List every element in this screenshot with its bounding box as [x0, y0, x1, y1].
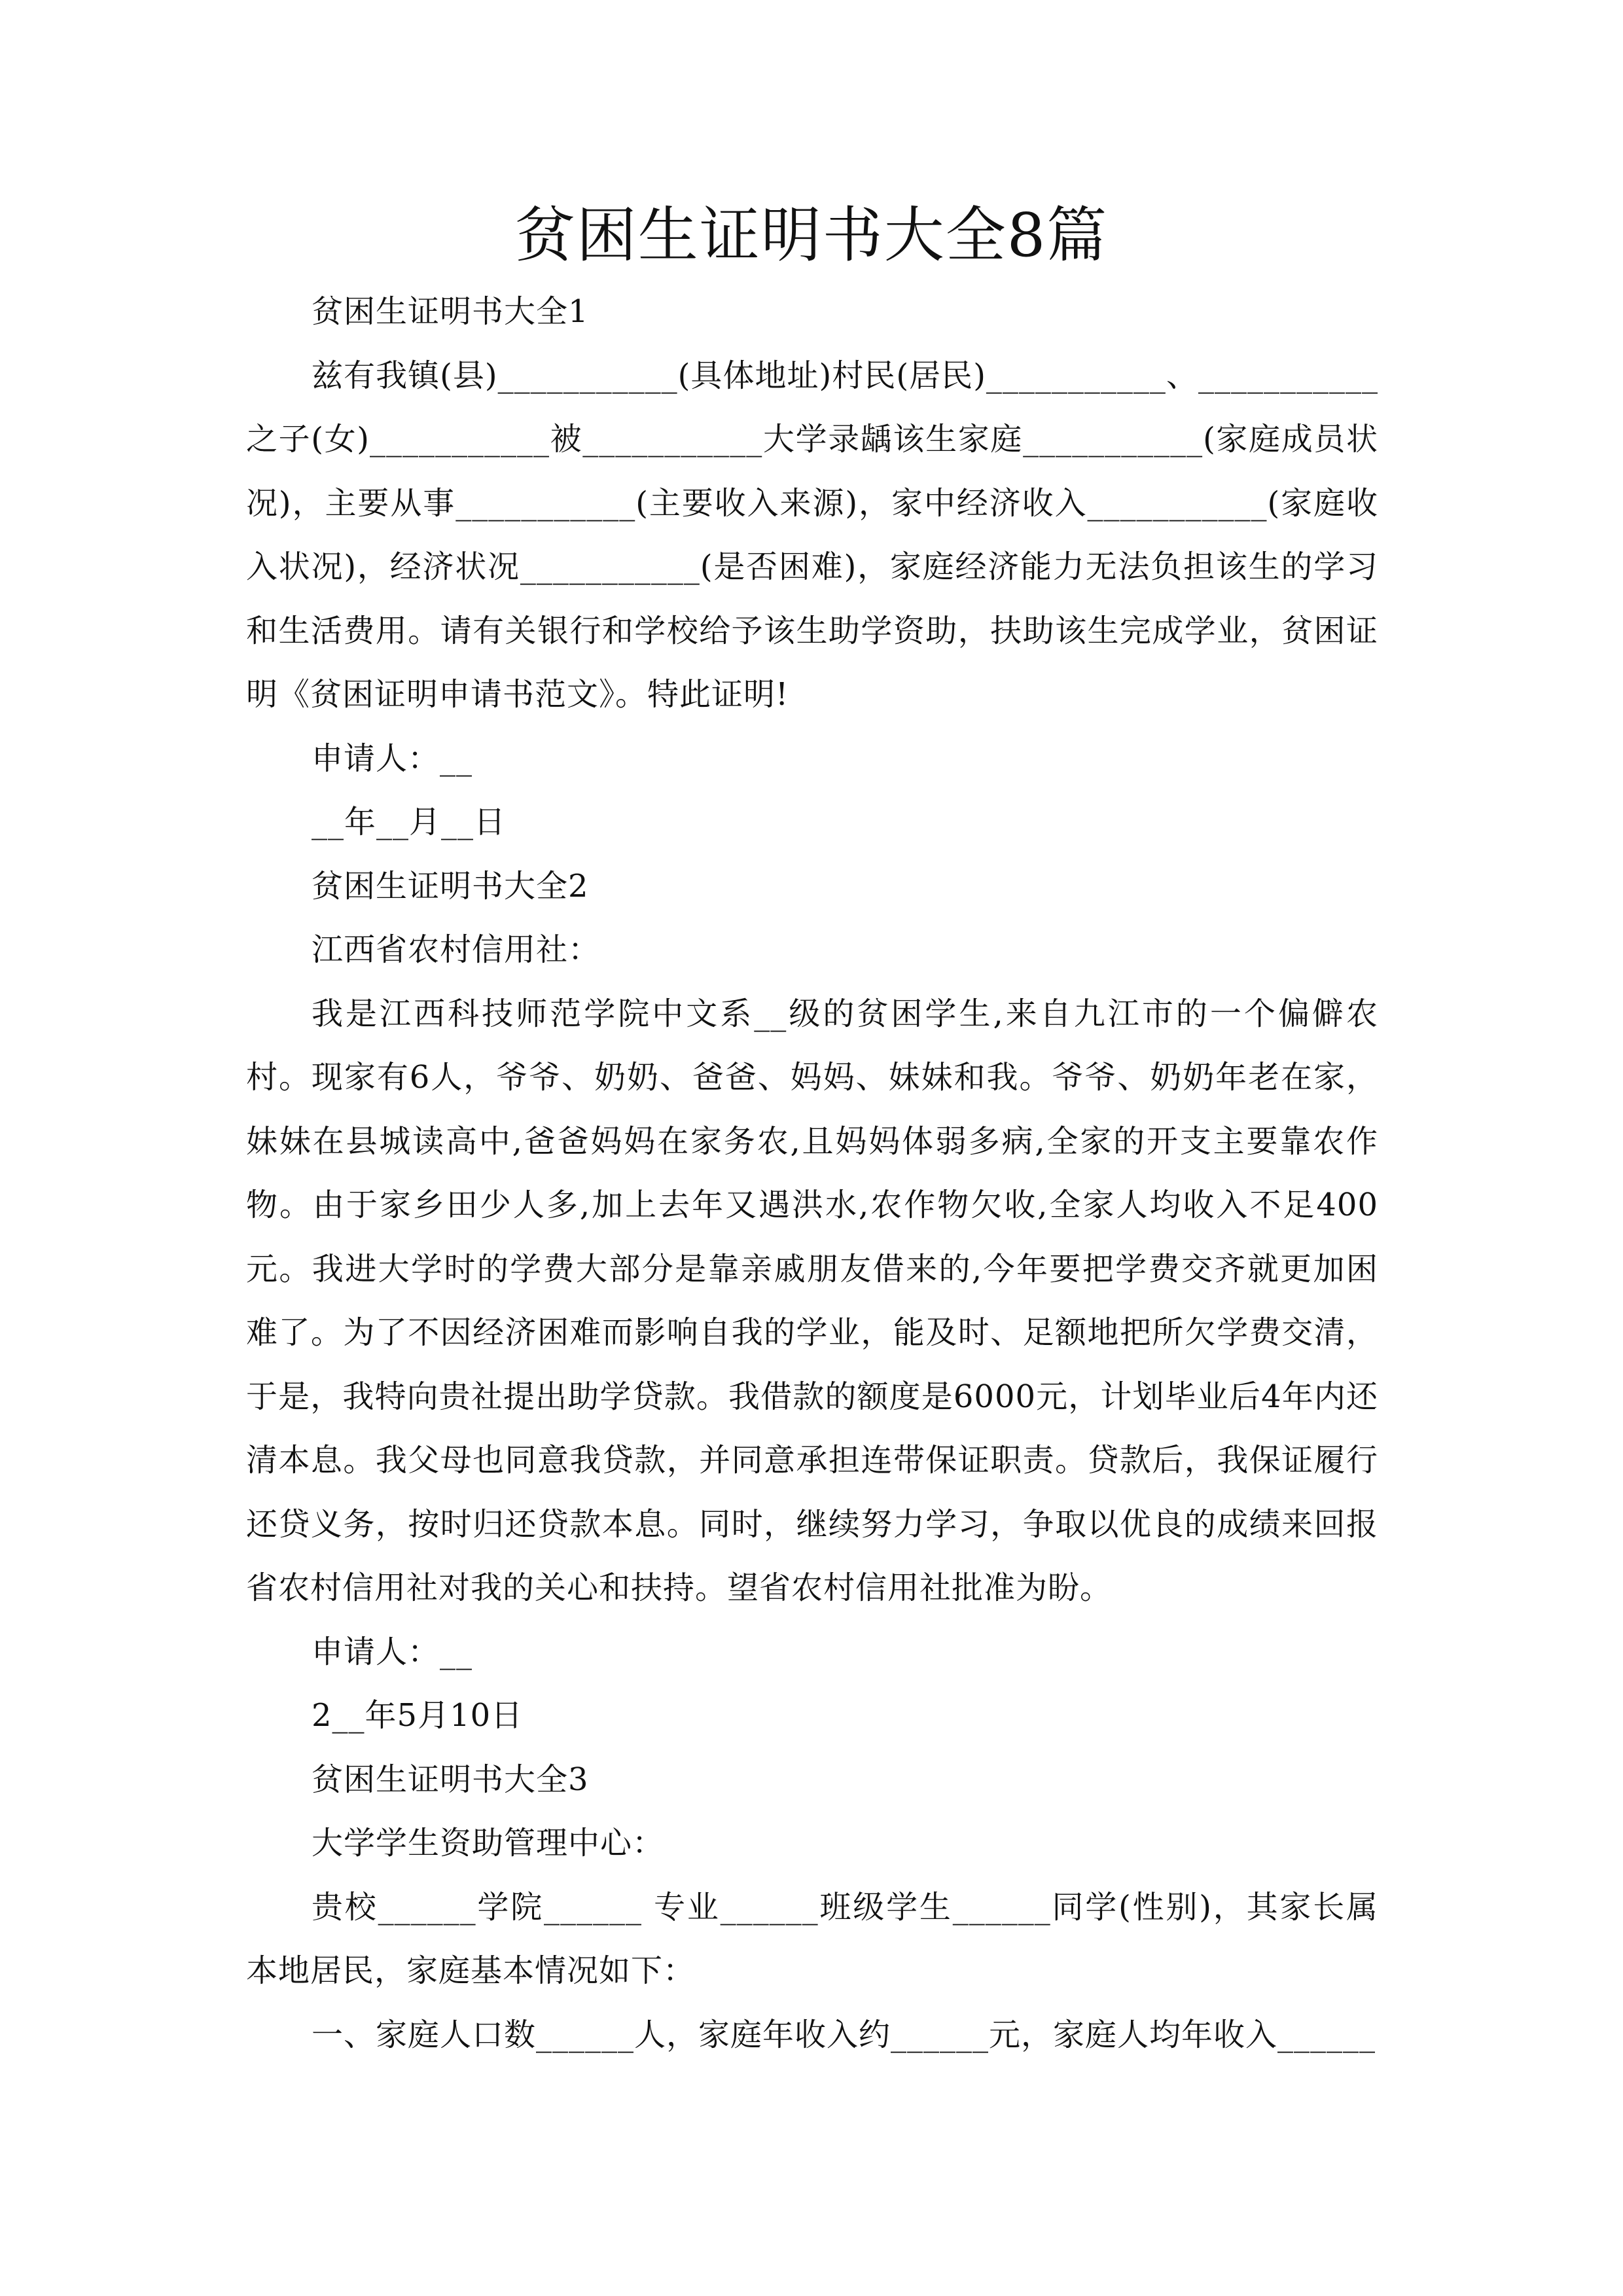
document-body [246, 280, 1378, 2067]
applicant-signature-1: 申请人：__ [312, 740, 473, 777]
certificate-1-text: 兹有我镇(县)___________(具体地址)村民(居民)___________、___________之子(女)___________被___________大学录龋该生家庭___________(家庭成员状况)，主要从事___________(主要收入来源)，家中经济收入___________(家庭收入状况)，经济状况___________(是否困难)，家庭经济能力无法负担该生的学习和生活费用。请有关银行和学校给予该生助学资助，扶助该生完成学业，贫困证明《贫困证明申请书范文》。特此证明! [246, 357, 1378, 713]
section-heading-1: 贫困生证明书大全1 [312, 293, 589, 330]
family-info-line: 一、家庭人口数______人，家庭年收入约______元，家庭人均年收入______ [312, 2016, 1376, 2053]
section-heading-3: 贫困生证明书大全3 [312, 1761, 589, 1798]
applicant-signature-2: 申请人：__ [312, 1633, 473, 1670]
section-heading-2: 贫困生证明书大全2 [312, 867, 589, 905]
letter-body-2: 我是江西科技师范学院中文系__级的贫困学生,来自九江市的一个偏僻农村。现家有6人，爷爷、奶奶、爸爸、妈妈、妹妹和我。爷爷、奶奶年老在家，妹妹在县城读高中,爸爸妈妈在家务农,且妈妈体弱多病,全家的开支主要靠农作物。由于家乡田少人多,加上去年又遇洪水,农作物欠收,全家人均收入不足400元。我进大学时的学费大部分是靠亲戚朋友借来的,今年要把学费交齐就更加困难了。为了不因经济困难而影响自我的学业，能及时、足额地把所欠学费交清，于是，我特向贵社提出助学贷款。我借款的额度是6000元，计划毕业后4年内还清本息。我父母也同意我贷款，并同意承担连带保证职责。贷款后，我保证履行还贷义务，按时归还贷款本息。同时，继续努力学习，争取以优良的成绩来回报省农村信用社对我的关心和扶持。望省农村信用社批准为盼。 [246, 995, 1378, 1606]
document-title: 贫困生证明书大全8篇 [514, 200, 1109, 270]
letter-body-3: 贵校______学院______ 专业______班级学生______同学(性别)，其家长属本地居民，家庭基本情况如下： [246, 1888, 1378, 1989]
letter-salutation-2: 江西省农村信用社： [312, 931, 601, 968]
date-line-1: __年__月__日 [312, 804, 507, 840]
letter-salutation-3: 大学学生资助管理中心： [312, 1825, 665, 1861]
date-line-2: 2__年5月10日 [312, 1697, 524, 1734]
